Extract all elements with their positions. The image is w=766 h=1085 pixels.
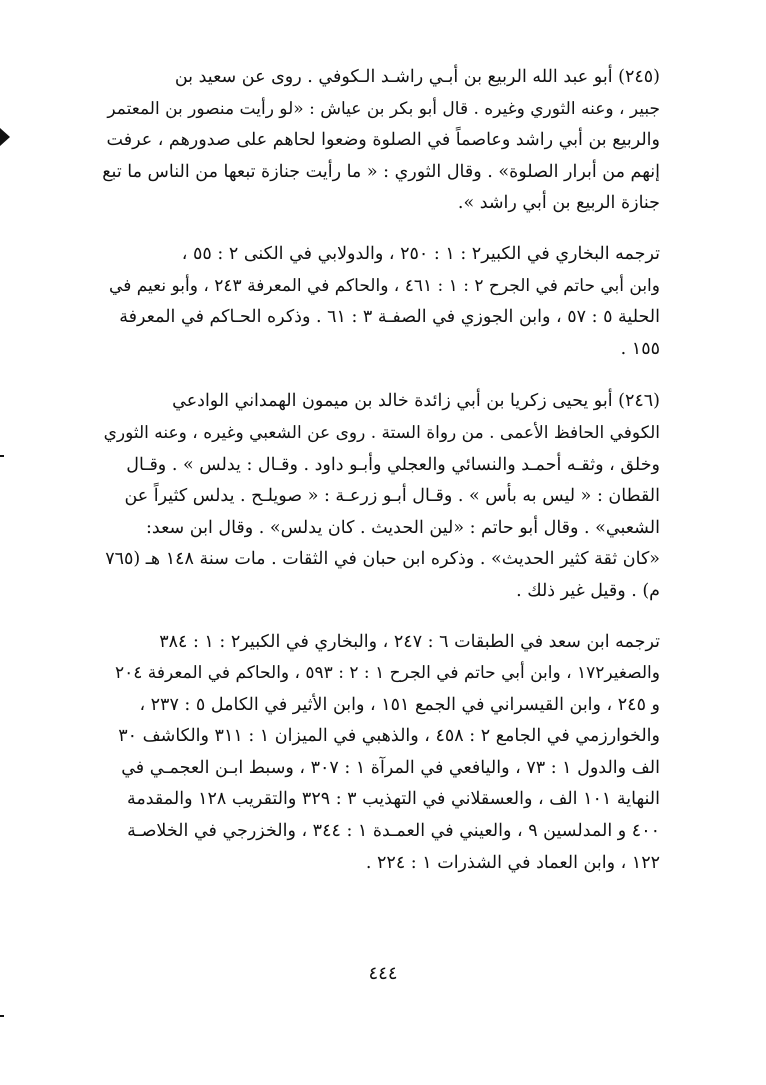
text-line: جبير ، وعنه الثوري وغيره . قال أبو بكر بن عياش : «لو رأيت منصور بن المعتمر: [107, 98, 660, 119]
text-line: النهاية ١٠١ الف ، والعسقلاني في التهذيب ٣ : ٣٢٩ والتقريب ١٢٨ والمقدمة: [126, 789, 660, 810]
text-line: الحلية ٥ : ٥٧ ، وابن الجوزي في الصفـة ٣ : ٦١ . وذكره الحـاكم في المعرفة: [119, 307, 660, 328]
text-line: الكوفي الحافظ الأعمى . من رواة الستة . روى عن الشعبي وغيره ، وعنه الثوري: [103, 422, 660, 443]
text-line: الشعبي» . وقال أبو حاتم : «لين الحديث . كان يدلس» . وقال ابن سعد:: [146, 517, 660, 538]
margin-tick-mark: [0, 455, 4, 457]
margin-tick-mark: [0, 1015, 4, 1017]
book-page: [100, 62, 660, 879]
text-line: جنازة الربيع بن أبي راشد ».: [457, 193, 660, 214]
biography-entry-246: [100, 386, 660, 607]
text-line: والخوارزمي في الجامع ٢ : ٤٥٨ ، والذهبي في الميزان ١ : ٣١١ والكاشف ٣٠: [118, 726, 660, 747]
text-line: ترجمه البخاري في الكبير٢ : ١ : ٢٥٠ ، والدولابي في الكنى ٢ : ٥٥ ،: [181, 243, 660, 264]
text-line: وخلق ، وثقـه أحمـد والنسائي والعجلي وأبـو داود . وقـال : يدلس » . وقـال: [126, 454, 660, 475]
text-line: إنهم من أبرار الصلوة» . وقال الثوري : « ما رأيت جنازة تبعها من الناس ما تبع: [102, 161, 660, 182]
text-line: ٤٠٠ و المدلسين ٩ ، والعيني في العمـدة ١ : ٣٤٤ ، والخزرجي في الخلاصـة: [127, 821, 660, 842]
text-line: (٢٤٦) أبو يحيى زكريا بن أبي زائدة خالد بن ميمون الهمداني الوادعي: [172, 391, 660, 412]
text-line: ١٥٥ .: [620, 338, 660, 359]
text-line: و ٢٤٥ ، وابن القيسراني في الجمع ١٥١ ، وابن الأثير في الكامل ٥ : ٢٣٧ ،: [139, 694, 660, 715]
text-line: القطان : « ليس به بأس » . وقـال أبـو زرعـة : « صويلـح . يدلس كثيراً عن: [124, 486, 660, 507]
text-line: «كان ثقة كثير الحديث» . وذكره ابن حبان في الثقات . مات سنة ١٤٨ هـ (٧٦٥: [105, 549, 660, 570]
text-line: (٢٤٥) أبو عبد الله الربيع بن أبـي راشـد الـكوفي . روى عن سعيد بن: [174, 67, 660, 87]
sources-entry-246: [100, 627, 660, 880]
text-line: والربيع بن أبي راشد وعاصماً في الصلوة وضعوا لحاهم على صدورهم ، عرفت: [106, 130, 660, 151]
sources-entry-245: [100, 239, 660, 365]
text-line: م) . وقيل غير ذلك .: [516, 580, 660, 601]
text-line: والصغير١٧٢ ، وابن أبي حاتم في الجرح ١ : ٢ : ٥٩٣ ، والحاكم في المعرفة ٢٠٤: [114, 663, 660, 684]
text-line: الف والدول ١ : ٧٣ ، واليافعي في المرآة ١ : ٣٠٧ ، وسبط ابـن العجمـي في: [121, 757, 660, 778]
text-line: ١٢٢ ، وابن العماد في الشذرات ١ : ٢٢٤ .: [365, 852, 660, 873]
page-number: ٤٤٤: [368, 963, 398, 984]
biography-entry-245: [100, 62, 660, 220]
text-line: ترجمه ابن سعد في الطبقات ٦ : ٢٤٧ ، والبخاري في الكبير٢ : ١ : ٣٨٤: [159, 631, 660, 652]
margin-arrow-mark: [0, 128, 10, 146]
text-line: وابن أبي حاتم في الجرح ٢ : ١ : ٤٦١ ، والحاكم في المعرفة ٢٤٣ ، وأبو نعيم في: [109, 275, 660, 296]
